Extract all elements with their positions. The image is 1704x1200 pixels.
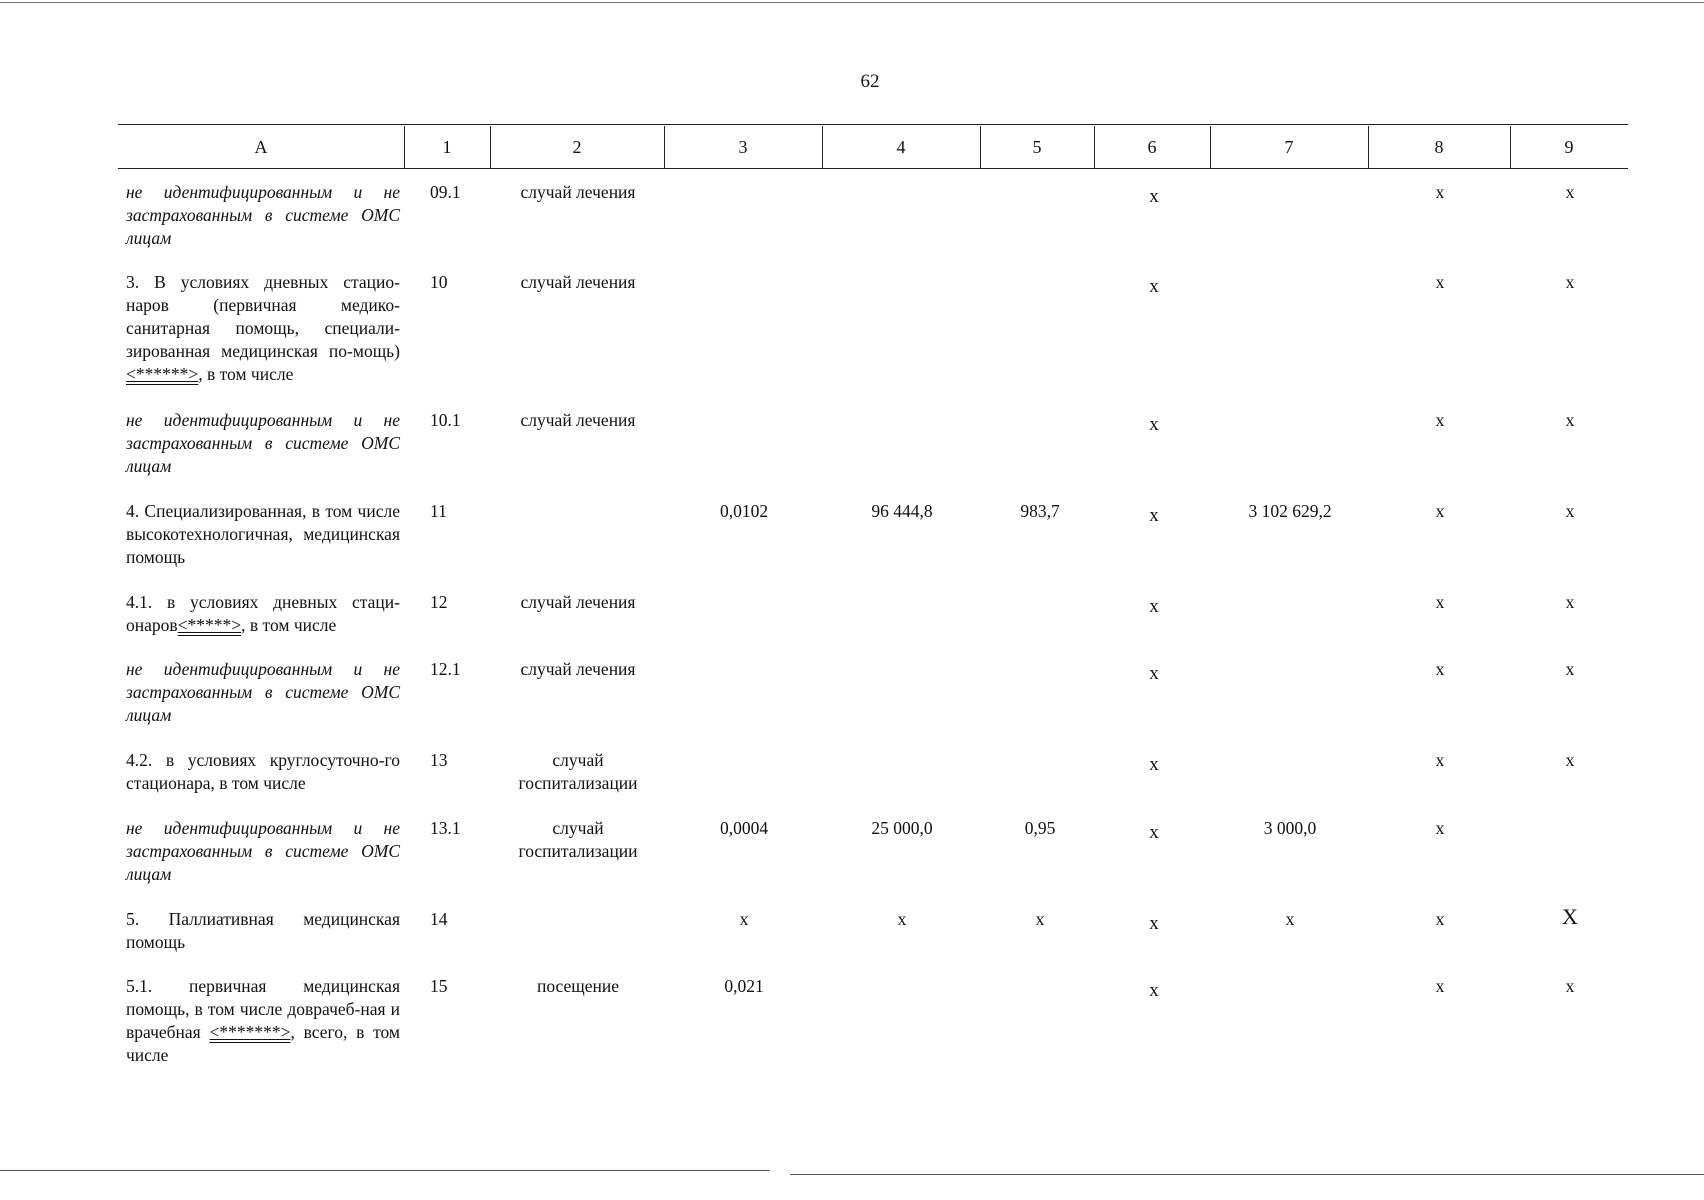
row-description-suffix: , в том числе [241, 615, 337, 635]
row-code: 12 [430, 592, 448, 612]
header-col-4: 4 [896, 136, 906, 157]
row-code: 10 [430, 272, 448, 292]
row-col-7: х [1285, 909, 1295, 929]
row-col-6: х [1149, 663, 1159, 684]
row-col-8: х [1435, 750, 1445, 770]
row-description: не идентифицированным и не застрахованным в системе ОМС лицам [126, 818, 400, 884]
row-description: не идентифицированным и не застрахованным в системе ОМС лицам [126, 659, 400, 725]
row-col-3: 0,0102 [719, 501, 769, 521]
header-col-6: 6 [1147, 136, 1157, 157]
row-col-3: 0,0004 [719, 818, 769, 838]
page-number: 62 [860, 71, 880, 92]
row-description: 5. Паллиативная медицинская помощь [126, 909, 400, 952]
row-col-6: х [1149, 414, 1159, 435]
table-header-top-rule [118, 124, 1628, 125]
row-col-9: х [1565, 501, 1575, 521]
row-code: 12.1 [430, 659, 461, 679]
row-unit: случай лечения [520, 272, 636, 292]
table-header-bottom-rule [118, 168, 1628, 169]
row-code: 13.1 [430, 818, 461, 838]
row-col-6: х [1149, 186, 1159, 207]
row-col-6: х [1149, 754, 1159, 775]
row-col-6: х [1149, 822, 1159, 843]
row-description-suffix: , в том числе [198, 364, 294, 384]
row-code: 09.1 [430, 182, 461, 202]
row-col-9: х [1565, 592, 1575, 612]
row-col-8: х [1435, 659, 1445, 679]
row-description: 4.2. в условиях круглосуточно-го стационара, в том числе [126, 750, 400, 793]
row-col-5: х [1035, 909, 1045, 929]
row-col-7: 3 102 629,2 [1248, 501, 1332, 521]
header-col-3: 3 [738, 136, 748, 157]
row-description-suffix: , всего, в том числе [126, 1022, 400, 1065]
row-unit: случай лечения [520, 659, 636, 679]
footnote-reference: <*******> [209, 1022, 291, 1042]
row-unit: посещение [536, 976, 620, 996]
row-col-8: х [1435, 976, 1445, 996]
row-col-9: х [1565, 182, 1575, 202]
row-col-8: х [1435, 501, 1445, 521]
row-col-3: х [739, 909, 749, 929]
row-description [126, 271, 400, 386]
row-col-6: х [1149, 505, 1159, 526]
row-code: 10.1 [430, 410, 461, 430]
row-code: 13 [430, 750, 448, 770]
row-col-8: х [1435, 182, 1445, 202]
scan-edge-top [0, 2, 1704, 3]
row-description: не идентифицированным и не застрахованным в системе ОМС лицам [126, 410, 400, 476]
row-unit: случай лечения [520, 182, 636, 202]
row-col-6: х [1149, 276, 1159, 297]
row-col-9: Х [1562, 904, 1578, 929]
row-col-7: 3 000,0 [1263, 818, 1317, 838]
row-code: 15 [430, 976, 448, 996]
header-col-8: 8 [1434, 136, 1444, 157]
scan-edge-bottom-right [790, 1174, 1704, 1175]
header-col-9: 9 [1564, 136, 1574, 157]
row-description-text: 4.1. в условиях дневных стаци-онаров [126, 592, 400, 635]
header-col-a: А [254, 136, 268, 157]
header-col-5: 5 [1032, 136, 1042, 157]
row-col-4: 25 000,0 [871, 818, 933, 838]
scan-edge-bottom-left [0, 1170, 770, 1171]
footnote-reference: <******> [126, 364, 199, 384]
row-col-5: 0,95 [1024, 818, 1056, 838]
row-col-3: 0,021 [724, 976, 764, 996]
row-col-6: х [1149, 596, 1159, 617]
header-col-1: 1 [442, 136, 452, 157]
row-col-9: х [1565, 659, 1575, 679]
row-unit: случай лечения [520, 410, 636, 430]
row-col-4: х [897, 909, 907, 929]
row-col-9: х [1565, 410, 1575, 430]
row-col-9: х [1565, 272, 1575, 292]
row-col-8: х [1435, 410, 1445, 430]
header-col-7: 7 [1284, 136, 1294, 157]
row-col-4: 96 444,8 [871, 501, 933, 521]
row-col-8: х [1435, 909, 1445, 929]
row-unit: случай лечения [520, 592, 636, 612]
row-col-9: х [1565, 750, 1575, 770]
row-description [126, 975, 400, 1067]
row-code: 14 [430, 909, 448, 929]
row-unit: случай госпитализации [518, 818, 638, 861]
row-col-9: х [1565, 976, 1575, 996]
row-unit: случай госпитализации [518, 750, 638, 793]
row-col-6: х [1149, 913, 1159, 934]
row-description: не идентифицированным и не застрахованным в системе ОМС лицам [126, 182, 400, 248]
row-description: 4. Специализированная, в том числе высокотехнологичная, медицинская помощь [126, 501, 400, 567]
row-description-text: 5.1. первичная медицинская помощь, в том числе доврачеб-ная и врачебная [126, 976, 400, 1042]
header-col-2: 2 [572, 136, 582, 157]
row-col-6: х [1149, 980, 1159, 1001]
row-col-5: 983,7 [1020, 501, 1060, 521]
row-col-8: х [1435, 592, 1445, 612]
footnote-reference: <*****> [177, 615, 242, 635]
row-code: 11 [430, 501, 447, 521]
row-col-8: х [1435, 272, 1445, 292]
row-col-8: х [1435, 818, 1445, 838]
row-description [126, 591, 400, 637]
row-description-text: 3. В условиях дневных стацио-наров (первичная медико-санитарная помощь, специали-зированная медицинская по-мощь) [126, 272, 400, 361]
